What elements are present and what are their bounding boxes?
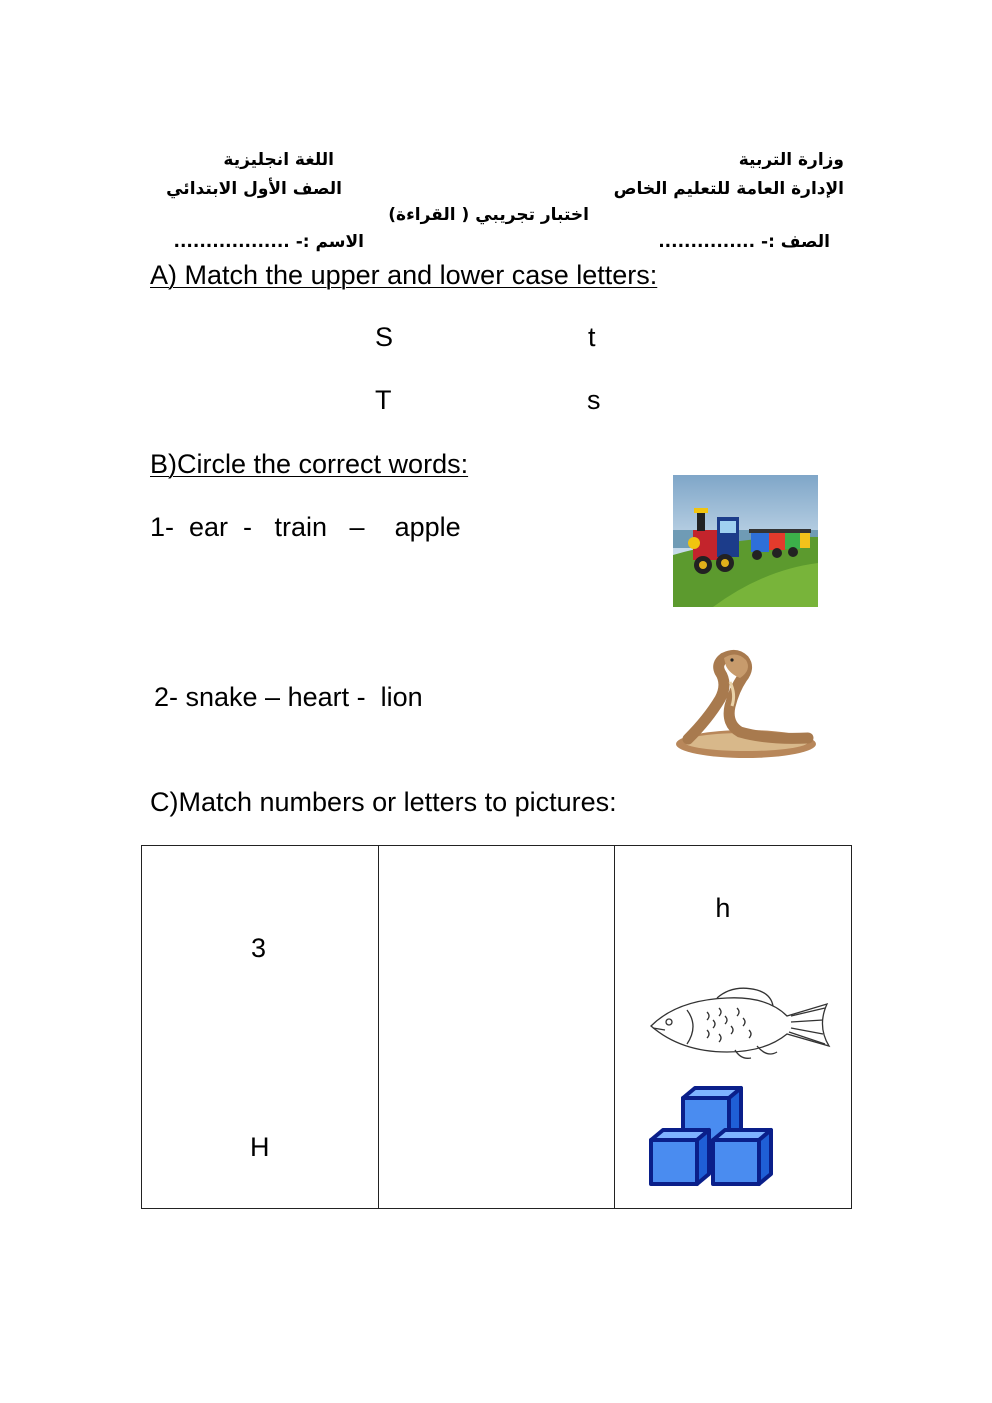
train-picture <box>673 475 818 607</box>
name-blank[interactable]: .................. <box>173 232 290 252</box>
question-2-words[interactable]: 2- snake – heart - lion <box>154 682 423 712</box>
snake-picture <box>668 644 818 762</box>
exam-title: اختبار تجريبي ( القراءة) <box>388 205 589 225</box>
grade-level-label: الصف الأول الابتدائي <box>166 179 342 199</box>
table-cell-pictures[interactable] <box>615 846 852 1209</box>
section-c-title: C)Match numbers or letters to pictures: <box>150 787 617 817</box>
class-label: الصف :- <box>761 232 830 252</box>
letter-upper-h[interactable]: H <box>250 1132 270 1162</box>
question-1-words[interactable]: 1- ear - train – apple <box>150 512 461 542</box>
name-label: الاسم :- <box>295 232 364 252</box>
matching-table <box>141 845 852 1209</box>
department-label: الإدارة العامة للتعليم الخاص <box>613 179 844 199</box>
letter-lower-h[interactable]: h <box>715 893 731 923</box>
blocks-picture <box>637 1080 777 1198</box>
class-field <box>658 232 830 252</box>
section-a-title: A) Match the upper and lower case letters: <box>150 260 658 290</box>
subject-label: اللغة انجليزية <box>223 150 334 170</box>
class-blank[interactable]: ............... <box>658 232 756 252</box>
fish-picture <box>647 986 839 1066</box>
table-cell-empty[interactable] <box>378 846 615 1209</box>
section-b-title: B)Circle the correct words: <box>150 449 469 479</box>
upper-letter-t[interactable]: T <box>375 385 392 415</box>
lower-letter-s[interactable]: s <box>587 385 601 415</box>
name-field <box>174 232 364 252</box>
lower-letter-t[interactable]: t <box>588 322 596 352</box>
upper-letter-s[interactable]: S <box>375 322 394 352</box>
table-cell-numbers[interactable] <box>142 846 379 1209</box>
ministry-label: وزارة التربية <box>738 150 844 170</box>
number-3[interactable]: 3 <box>251 933 267 963</box>
